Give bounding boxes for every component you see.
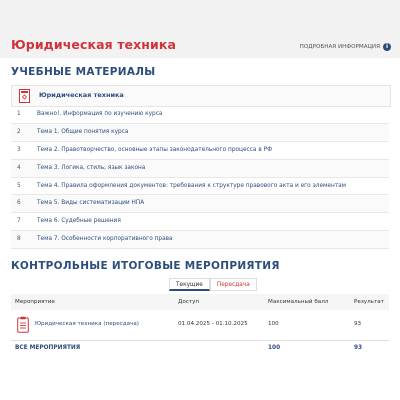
course-title: Юридическая техника <box>11 37 176 52</box>
event-link[interactable]: Юридическая техника (пересдача) <box>35 321 139 327</box>
course-materials-label: Юридическая техника <box>39 91 124 99</box>
total-row <box>11 341 389 355</box>
column-header-result: Результат <box>354 299 384 305</box>
document-icon <box>19 89 30 103</box>
course-materials-header[interactable] <box>11 85 391 107</box>
list-item[interactable] <box>11 142 389 160</box>
tab-current[interactable]: Текущие <box>169 278 210 291</box>
total-max-score: 100 <box>268 345 281 351</box>
list-item[interactable] <box>11 195 389 213</box>
lesson-title: Тема 1. Общие понятия курса <box>37 128 129 135</box>
more-info-link[interactable] <box>300 43 391 51</box>
lesson-number: 6 <box>17 200 21 207</box>
column-header-max-score: Максимальный балл <box>268 299 329 305</box>
lesson-number: 3 <box>17 146 21 153</box>
lesson-number: 8 <box>17 236 21 243</box>
lesson-title: Тема 4. Правила оформления документов: требования к структуре правового акта и его элементам <box>37 182 347 189</box>
lesson-list <box>11 106 389 249</box>
control-tabs <box>169 278 257 291</box>
column-header-access: Доступ <box>178 299 200 305</box>
lesson-title: Тема 5. Виды систематизации НПА <box>37 200 145 207</box>
materials-section-title: УЧЕБНЫЕ МАТЕРИАЛЫ <box>11 66 156 78</box>
lesson-number: 2 <box>17 128 21 135</box>
page-header <box>0 0 400 58</box>
list-item[interactable] <box>11 231 389 249</box>
list-item[interactable] <box>11 160 389 178</box>
table-row[interactable] <box>11 310 389 341</box>
total-label: ВСЕ МЕРОПРИЯТИЯ <box>15 345 81 351</box>
event-max-score: 100 <box>268 321 279 327</box>
list-item[interactable] <box>11 213 389 231</box>
list-item[interactable] <box>11 124 389 142</box>
lesson-title: Тема 7. Особенности корпоративного права <box>37 236 173 243</box>
lesson-number: 1 <box>17 111 21 117</box>
lesson-title: Тема 6. Судебные решения <box>37 218 121 225</box>
lesson-number: 7 <box>17 218 21 225</box>
list-item[interactable] <box>11 178 389 196</box>
lesson-title: Тема 2. Правотворчество, основные этапы законодательного процесса в РФ <box>37 146 273 153</box>
main-content <box>0 58 400 400</box>
lesson-title: Важно!. Информация по изучению курса <box>37 111 163 117</box>
more-info-label: ПОДРОБНАЯ ИНФОРМАЦИЯ <box>299 44 380 50</box>
control-section-title: КОНТРОЛЬНЫЕ ИТОГОВЫЕ МЕРОПРИЯТИЯ <box>11 260 280 272</box>
table-header <box>11 294 389 311</box>
list-item[interactable] <box>11 106 389 124</box>
info-icon: i <box>383 43 391 51</box>
column-header-event: Мероприятие <box>15 299 55 305</box>
tab-retake[interactable]: Пересдача <box>210 278 257 291</box>
lesson-title: Тема 3. Логика, стиль, язык закона <box>37 164 146 171</box>
lesson-number: 4 <box>17 164 21 171</box>
total-result: 93 <box>354 345 363 351</box>
event-access-dates: 01.04.2025 - 01.10.2025 <box>178 321 248 327</box>
clipboard-icon <box>17 316 29 333</box>
event-result: 93 <box>354 321 362 327</box>
lesson-number: 5 <box>17 182 21 189</box>
